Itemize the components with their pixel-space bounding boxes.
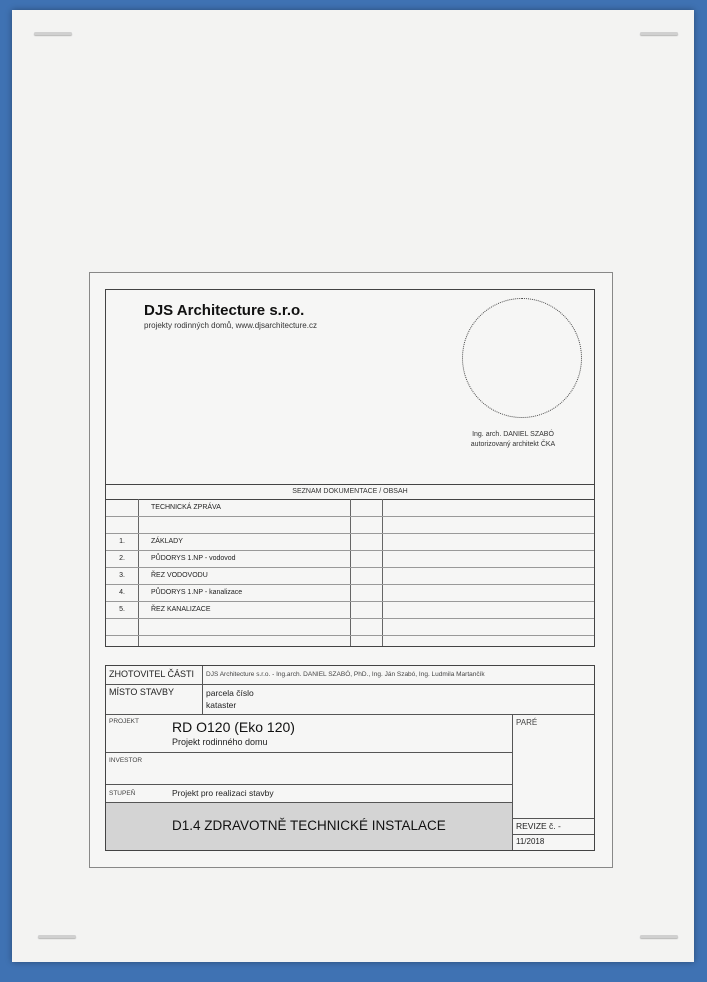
toc-row-number: 2. (119, 555, 125, 562)
toc-title: SEZNAM DOKUMENTACE / OBSAH (106, 485, 594, 500)
toc-row-number: 3. (119, 572, 125, 579)
paper-sheet (12, 10, 694, 962)
toc-row-name: ŘEZ VODOVODU (151, 572, 208, 579)
toc-row-name: PŮDORYS 1.NP - vodovod (151, 555, 236, 562)
toc-row (106, 636, 594, 652)
toc-row (106, 500, 594, 517)
misto-label: MÍSTO STAVBY (109, 687, 175, 697)
divider (106, 714, 594, 715)
divider (202, 666, 203, 714)
zhotovitel-value: DJS Architecture s.r.o. - Ing.arch. DANIEL SZABÓ, PhD., Ing. Ján Szabó, Ing. Ludmila Martančík (206, 671, 485, 678)
toc-row (106, 517, 594, 534)
zhotovitel-label: ZHOTOVITEL ČÁSTI (109, 669, 195, 679)
toc-row-name: ŘEZ KANALIZACE (151, 606, 211, 613)
divider (512, 834, 594, 835)
staple-top-left (34, 32, 72, 35)
divider (106, 784, 512, 785)
architect-name: Ing. arch. DANIEL SZABÓ (472, 431, 554, 438)
stamp-circle (462, 298, 582, 418)
toc-row (106, 568, 594, 585)
staple-bottom-right (640, 935, 678, 938)
divider (106, 752, 512, 753)
stupen-label: STUPEŇ (109, 790, 136, 797)
toc-row-number: 4. (119, 589, 125, 596)
revize-label: REVIZE č. - (516, 821, 561, 831)
toc-row-number: 5. (119, 606, 125, 613)
document-frame (89, 272, 613, 868)
projekt-subtitle: Projekt rodinného domu (172, 737, 268, 747)
misto-line1: parcela číslo (206, 688, 254, 698)
company-name: DJS Architecture s.r.o. (144, 302, 305, 319)
investor-label: INVESTOR (109, 757, 143, 764)
pare-label: PARÉ (516, 718, 538, 727)
toc-row-number: 1. (119, 538, 125, 545)
toc-row (106, 551, 594, 568)
projekt-label: PROJEKT (109, 718, 139, 725)
architect-info (436, 430, 590, 450)
divider (106, 802, 512, 803)
company-header (105, 289, 595, 485)
company-subline: projekty rodinných domů, www.djsarchitecture.cz (144, 321, 317, 330)
part-title: D1.4 ZDRAVOTNĚ TECHNICKÉ INSTALACE (172, 818, 446, 833)
stupen-value: Projekt pro realizaci stavby (172, 788, 274, 798)
toc-table (105, 485, 595, 647)
title-block (105, 665, 595, 851)
misto-line2: kataster (206, 700, 237, 710)
toc-row (106, 619, 594, 636)
toc-row (106, 534, 594, 551)
staple-bottom-left (38, 935, 76, 938)
toc-row-name: PŮDORYS 1.NP - kanalizace (151, 589, 243, 596)
toc-rows (106, 500, 594, 652)
toc-row-name: TECHNICKÁ ZPRÁVA (151, 504, 221, 511)
divider (106, 684, 594, 685)
toc-row-name: ZÁKLADY (151, 538, 183, 545)
divider (512, 818, 594, 819)
date: 11/2018 (516, 837, 545, 846)
toc-row (106, 585, 594, 602)
projekt-title: RD O120 (Eko 120) (172, 719, 295, 735)
divider (512, 714, 513, 850)
architect-role: autorizovaný architekt ČKA (470, 441, 556, 448)
toc-row (106, 602, 594, 619)
staple-top-right (640, 32, 678, 35)
